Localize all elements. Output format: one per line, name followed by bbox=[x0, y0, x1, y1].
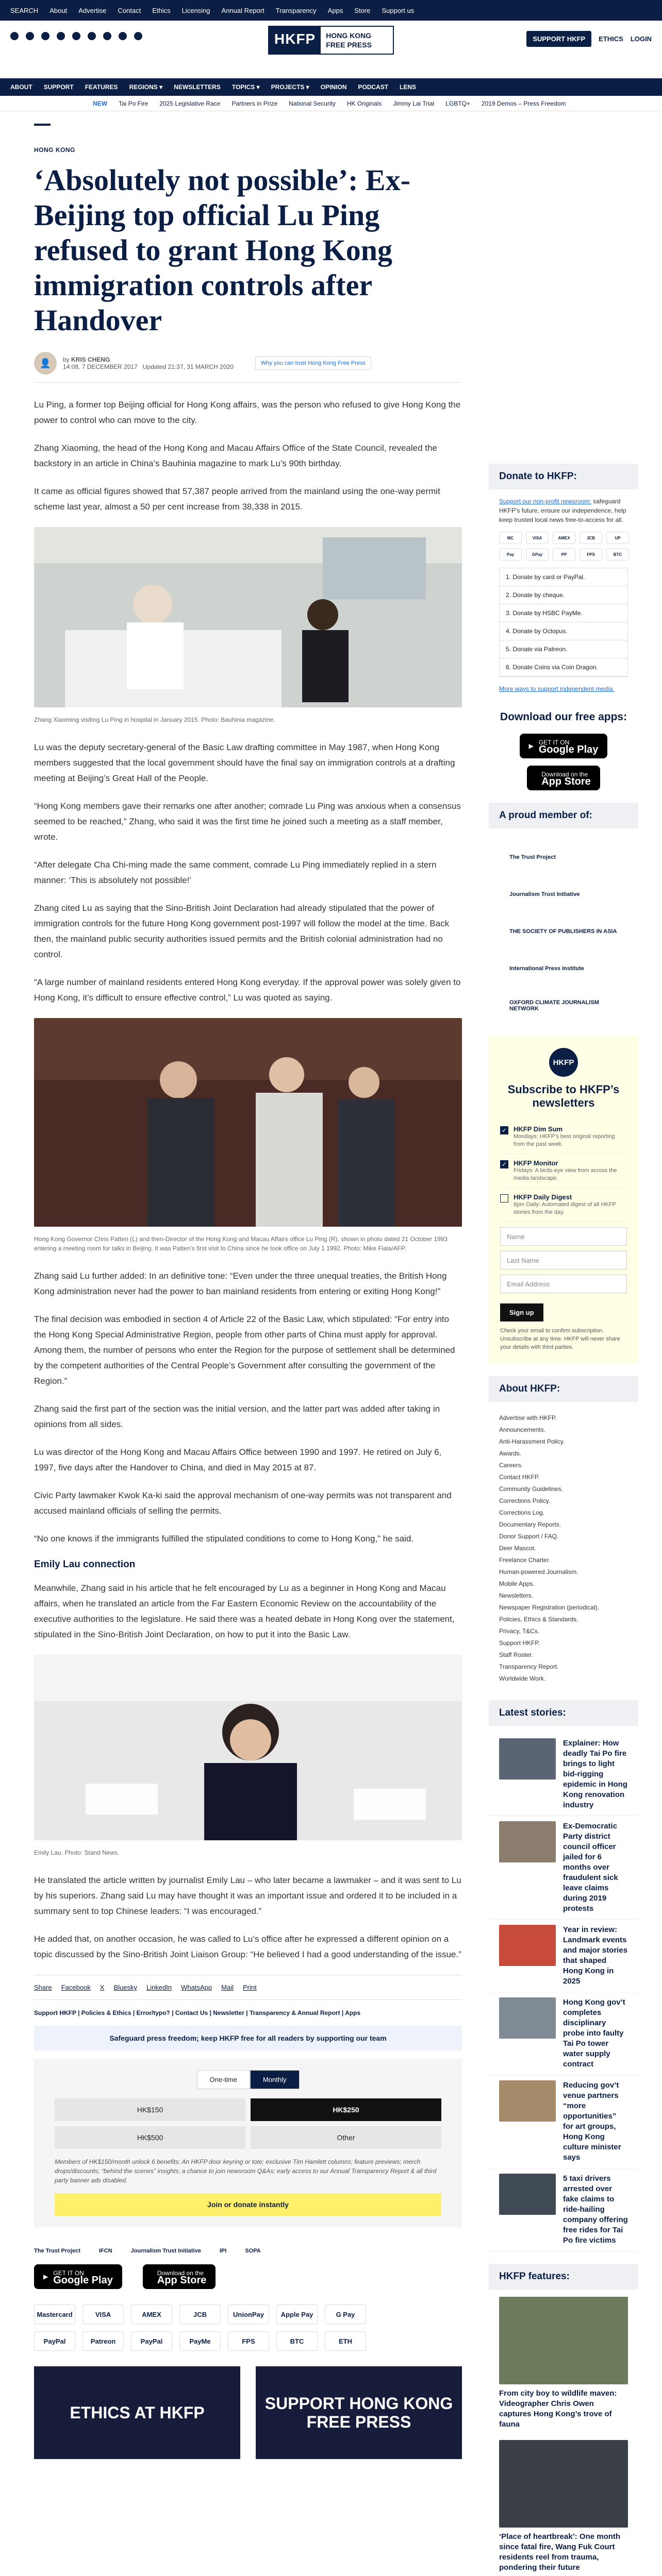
member-logos bbox=[34, 2248, 462, 2254]
pay-icon: MC bbox=[499, 532, 522, 544]
login-link[interactable]: LOGIN bbox=[630, 35, 652, 43]
ipi-logo[interactable]: IPI bbox=[219, 2248, 227, 2254]
pay-icon: FPS bbox=[580, 548, 602, 561]
about-link[interactable]: Contact HKFP. bbox=[499, 1473, 540, 1481]
pay-method[interactable]: Patreon bbox=[82, 2331, 124, 2351]
hospital-photo bbox=[34, 527, 462, 707]
category-kicker[interactable]: HONG KONG bbox=[34, 146, 75, 154]
proud-logo[interactable]: Journalism Trust Initiative bbox=[509, 891, 580, 897]
paragraph: It came as official figures showed that 57,387 people arrived from the mainland using the one-way permit scheme last year, almost a 50 per cent increase from 38,338 in 2015. bbox=[34, 486, 440, 512]
x-icon[interactable] bbox=[10, 32, 19, 40]
about-heading: About HKFP: bbox=[489, 1376, 638, 1402]
pay-method[interactable]: JCB bbox=[179, 2304, 221, 2324]
pay-method[interactable]: Mastercard bbox=[34, 2304, 75, 2324]
about-link[interactable]: Newspaper Registration (periodical). bbox=[499, 1604, 600, 1611]
nav-newsletters[interactable]: NEWSLETTERS bbox=[174, 83, 221, 91]
story-title[interactable]: 5 taxi drivers arrested over fake claims to ride-hailing company offering free rides for Tai Po fire victims bbox=[563, 2174, 628, 2245]
site-logo[interactable] bbox=[268, 26, 394, 55]
checkbox[interactable] bbox=[500, 1194, 508, 1202]
newsletter-option[interactable] bbox=[500, 1154, 627, 1188]
paragraph: The final decision was embodied in section 4 of Article 22 of the Basic Law, which stipulated: “For entry into the Hong Kong Special Administrative Region, people from other parts of China must apply for approval. Among them, the number of persons who enter the Region for the purpose of settlement shall be determined by the competent authorities of the Central People’s Government after consulting the government of the Region.” bbox=[34, 1314, 455, 1386]
pay-icon: BTC bbox=[606, 548, 629, 561]
feature-card[interactable] bbox=[489, 2440, 638, 2576]
about-link[interactable]: Corrections Policy. bbox=[499, 1497, 551, 1504]
feature-card[interactable] bbox=[489, 2297, 638, 2440]
story-title[interactable]: Ex-Democratic Party district council officer jailed for 6 months over fraudulent sick leave claims during 2019 protests bbox=[563, 1822, 618, 1913]
nav-support[interactable]: SUPPORT bbox=[43, 83, 74, 91]
about-link[interactable]: Corrections Log. bbox=[499, 1509, 545, 1516]
instagram-icon[interactable] bbox=[41, 32, 49, 40]
divider bbox=[34, 382, 462, 383]
support-banner[interactable]: SUPPORT HONG KONG FREE PRESS bbox=[256, 2366, 462, 2459]
store-small: Download on the bbox=[157, 2269, 204, 2277]
share-bluesky[interactable]: Bluesky bbox=[113, 1984, 137, 1991]
sub-nav bbox=[0, 96, 662, 111]
donate-heading: Donate to HKFP: bbox=[489, 464, 638, 489]
story-thumb bbox=[499, 1997, 556, 2039]
pay-method[interactable]: Apple Pay bbox=[276, 2304, 318, 2324]
store-big: Google Play bbox=[538, 744, 599, 755]
publish-date: 14:08, 7 DECEMBER 2017 bbox=[63, 363, 138, 370]
facebook-icon[interactable] bbox=[26, 32, 34, 40]
share-facebook[interactable]: Facebook bbox=[61, 1984, 91, 1991]
about-link[interactable]: Staff Roster. bbox=[499, 1651, 533, 1658]
paragraph: Lu was the deputy secretary-general of the Basic Law drafting committee in May 1987, when Hong Kong members suggested that the local government should have the final say on immigration controls at a drafting meeting at Beijing’s Great Hall of the People. bbox=[34, 742, 455, 783]
byline bbox=[34, 350, 462, 376]
subnav-item[interactable]: Jimmy Lai Trial bbox=[393, 99, 435, 107]
figure-hospital bbox=[34, 527, 462, 724]
proud-logos bbox=[489, 836, 638, 1036]
pay-icon: AMEX bbox=[553, 532, 575, 544]
about-link[interactable]: Documentary Reports. bbox=[499, 1521, 561, 1528]
sidebar-store-google bbox=[489, 734, 638, 758]
amount-option[interactable]: Other bbox=[251, 2126, 441, 2149]
section-heading: Emily Lau connection bbox=[34, 1559, 136, 1570]
latest-story[interactable] bbox=[489, 2075, 638, 2168]
paragraph: “Hong Kong members gave their remarks one after another; comrade Lu Ping was anxious when a consensus seemed to be reached,” Zhang, who said it was the first time he joined such a meeting as a staff member, wrote. bbox=[34, 801, 461, 842]
freq-one-time[interactable]: One-time bbox=[197, 2070, 250, 2089]
share-x[interactable]: X bbox=[100, 1984, 105, 1991]
paragraph: Zhang said Lu further added: In an definitive tone: “Even under the three unequal treaties, the British Hong Kong administration never had the power to ban mainland residents from entering or exiting Hong Kong!” bbox=[34, 1271, 447, 1296]
paragraph: Civic Party lawmaker Kwok Ka-ki said the approval mechanism of one-way permits was not transparent and accused mainland officials of selling the permits. bbox=[34, 1490, 452, 1516]
pay-icon: VISA bbox=[526, 532, 549, 544]
pay-icon: JCB bbox=[580, 532, 602, 544]
article-title: ‘Absolutely not possible’: Ex-Beijing top official Lu Ping refused to grant Hong Kong immigration controls after Handover bbox=[34, 163, 410, 337]
trust-project-logo[interactable]: The Trust Project bbox=[34, 2248, 80, 2254]
apps-heading: Download our free apps: bbox=[500, 711, 627, 723]
newsletter-title: HKFP Monitor bbox=[514, 1159, 558, 1167]
photo-caption: Emily Lau. Photo: Stand News. bbox=[34, 1849, 120, 1856]
paragraph: “After delegate Cha Chi-ming made the same comment, comrade Lu Ping immediately replied in a stern manner: ‘This is absolutely not possible!’ bbox=[34, 860, 437, 885]
about-link[interactable]: Worldwide Work. bbox=[499, 1675, 546, 1682]
subnav-item[interactable]: LGBTQ+ bbox=[445, 99, 470, 107]
about-link[interactable]: Support HKFP. bbox=[499, 1639, 540, 1647]
social-icons bbox=[10, 32, 142, 40]
top-link[interactable]: Contact bbox=[118, 6, 141, 14]
top-link[interactable]: About bbox=[49, 6, 68, 14]
top-link[interactable]: Store bbox=[354, 6, 371, 14]
about-link[interactable]: Mobile Apps. bbox=[499, 1580, 535, 1587]
pay-icon: PP bbox=[553, 548, 575, 561]
store-small: GET IT ON bbox=[538, 739, 570, 746]
pay-method[interactable]: G Pay bbox=[325, 2304, 366, 2324]
story-title[interactable]: Reducing gov’t venue partners “more opportunities” for art groups, Hong Kong culture minister says bbox=[563, 2081, 621, 2162]
signup-button[interactable]: Sign up bbox=[500, 1303, 543, 1321]
paragraph: Zhang cited Lu as saying that the Sino-British Joint Declaration had already stipulated that the power of immigration controls for the future Hong Kong government post-1997 will follow the model at the time. Back then, the mainland public security authorities issued permits and the British colonial administration had no control. bbox=[34, 903, 450, 959]
subnav-item[interactable]: 2025 Legislative Race bbox=[159, 99, 221, 107]
top-link[interactable]: Licensing bbox=[181, 6, 210, 14]
paragraph: He translated the article written by journalist Emily Lau – who later became a lawmaker – and it was sent to Lu by his superiors. Zhang said Lu may have thought it was an important issue and ordered it to be included in a summary sent to top Chinese leaders: “I was encouraged.” bbox=[34, 1875, 461, 1916]
amount-option[interactable]: HK$500 bbox=[55, 2126, 245, 2149]
newsletter-desc: 6pm Daily: Automated digest of all HKFP stories from the day. bbox=[514, 1201, 616, 1215]
story-thumb bbox=[499, 2174, 556, 2215]
ifcn-logo[interactable]: IFCN bbox=[98, 2248, 112, 2254]
paragraph: He added that, on another occasion, he was called to Lu’s office after he expressed a different opinion on a topic discussed by the Sino-British Joint Liaison Group: “He believed I had a good understanding of the issue.” bbox=[34, 1934, 461, 1959]
subnav-item[interactable]: Partners in Prize bbox=[231, 99, 278, 107]
logo-text: HONG KONG FREE PRESS bbox=[326, 31, 372, 49]
donate-method[interactable]: 2. Donate by cheque. bbox=[500, 586, 627, 604]
pay-method[interactable]: BTC bbox=[276, 2331, 318, 2351]
search-link[interactable]: SEARCH bbox=[10, 6, 39, 14]
paragraph: “No one knows if the immigrants fulfilled the stipulated conditions to come to Hong Kong,” he said. bbox=[34, 1534, 414, 1544]
newsletter-desc: Mondays: HKFP’s best original reporting from the past week. bbox=[514, 1133, 615, 1147]
donate-text bbox=[489, 497, 638, 524]
donate-method[interactable]: 3. Donate by HSBC PayMe. bbox=[500, 604, 627, 622]
pay-method[interactable]: PayPal bbox=[131, 2331, 172, 2351]
about-link[interactable]: Advertise with HKFP. bbox=[499, 1414, 557, 1421]
app-store-button[interactable] bbox=[143, 2264, 216, 2289]
updated-date: Updated 21:37, 31 MARCH 2020 bbox=[142, 363, 234, 370]
story-thumb bbox=[499, 1738, 556, 1780]
top-bar bbox=[0, 0, 662, 21]
amount-option[interactable]: HK$150 bbox=[55, 2098, 245, 2121]
google-play-icon: ▶ bbox=[43, 2273, 48, 2280]
share-whatsapp[interactable]: WhatsApp bbox=[181, 1984, 212, 1991]
nonprofit-link[interactable]: Support our non-profit newsroom: bbox=[499, 498, 591, 505]
youtube-icon[interactable] bbox=[72, 32, 80, 40]
newsletter-title: HKFP Daily Digest bbox=[514, 1193, 572, 1201]
subnav-item[interactable]: 2019 Demos – Press Freedom bbox=[481, 99, 566, 107]
proud-heading: A proud member of: bbox=[489, 803, 638, 828]
photo-caption: Hong Kong Governor Chris Patten (L) and then-Director of the Hong Kong and Macau Affairs office Lu Ping (R), shown in photo dated 21 October 1993 entering a meeting room for talks in Beijing. It was Patten’s first visit to China since he took office on July 1 1992. Photo: Mike Fiala/AFP. bbox=[34, 1235, 448, 1252]
support-button[interactable]: SUPPORT HKFP bbox=[526, 31, 591, 47]
top-links bbox=[10, 0, 414, 21]
payment-methods bbox=[34, 2304, 462, 2351]
latest-heading: Latest stories: bbox=[489, 1700, 638, 1726]
emily-lau-photo bbox=[34, 1655, 462, 1840]
rss-icon[interactable] bbox=[134, 32, 142, 40]
patten-photo bbox=[34, 1018, 462, 1227]
sidebar-pay-icons bbox=[489, 524, 638, 568]
store-small: Download on the bbox=[541, 771, 588, 778]
pay-method[interactable]: ETH bbox=[325, 2331, 366, 2351]
nav-about[interactable]: ABOUT bbox=[10, 83, 32, 91]
support-promo[interactable]: Safeguard press freedom; keep HKFP free for all readers by supporting our team bbox=[34, 2026, 462, 2050]
sopa-logo[interactable]: SOPA bbox=[245, 2248, 261, 2254]
new-badge: NEW bbox=[93, 99, 107, 107]
author-name[interactable]: KRIS CHENG bbox=[71, 356, 110, 363]
last-name-input[interactable]: Last Name bbox=[500, 1251, 627, 1269]
paragraph: Lu Ping, a former top Beijing official for Hong Kong affairs, was the person who refused to give Hong Kong the power to control who can move to the city. bbox=[34, 400, 461, 425]
nav-lens[interactable]: LENS bbox=[400, 83, 417, 91]
proud-logo[interactable]: THE SOCIETY OF PUBLISHERS IN ASIA bbox=[509, 928, 617, 935]
donate-method[interactable]: 1. Donate by card or PayPal. bbox=[500, 568, 627, 586]
about-link[interactable]: Awards. bbox=[499, 1450, 522, 1457]
newsletter-desc: Fridays: A birds-eye view from across the media landscape. bbox=[514, 1167, 617, 1181]
about-link[interactable]: Deer Mascot. bbox=[499, 1545, 536, 1552]
google-play-button[interactable] bbox=[34, 2264, 122, 2289]
store-buttons bbox=[34, 2264, 462, 2289]
figure-emily-lau bbox=[34, 1655, 462, 1857]
frequency-toggle bbox=[55, 2070, 441, 2089]
newsletter-box bbox=[489, 1036, 638, 1364]
store-big: Google Play bbox=[53, 2275, 113, 2286]
pay-method[interactable]: PayPal bbox=[34, 2331, 75, 2351]
checkbox-checked[interactable]: ✓ bbox=[500, 1160, 508, 1168]
story-thumb bbox=[499, 1925, 556, 1966]
sidebar-store-apple bbox=[489, 766, 638, 790]
kicker-bar bbox=[34, 124, 51, 126]
story-thumb bbox=[499, 2080, 556, 2122]
first-name-input[interactable]: Name bbox=[500, 1227, 627, 1246]
pay-icon: Pay bbox=[499, 548, 522, 561]
amount-options bbox=[55, 2098, 441, 2149]
paragraph: Zhang Xiaoming, the head of the Hong Kong and Macau Affairs Office of the State Council, revealed the backstory in an article in China’s Bauhinia magazine to mark Lu’s 90th birthday. bbox=[34, 443, 437, 468]
store-small: GET IT ON bbox=[53, 2269, 84, 2277]
story-title[interactable]: Hong Kong gov’t completes disciplinary probe into faulty Tai Po tower water supply contract bbox=[563, 1998, 625, 2069]
article-footer-links[interactable]: Support HKFP | Policies & Ethics | Error/typo? | Contact Us | Newsletter | Transparency & Annual Report | Apps bbox=[34, 2009, 361, 2016]
latest-story[interactable] bbox=[489, 1733, 638, 1816]
article bbox=[34, 124, 462, 2459]
nav-topics[interactable]: TOPICS ▾ bbox=[231, 83, 260, 91]
about-link[interactable]: Freelance Charter. bbox=[499, 1556, 551, 1564]
about-link[interactable]: Privacy, T&Cs. bbox=[499, 1628, 540, 1635]
hkfp-badge: HKFP bbox=[549, 1048, 578, 1077]
story-thumb bbox=[499, 1821, 556, 1862]
paragraph: “A large number of mainland residents entered Hong Kong everyday. If the approval power was solely given to Hong Kong, it’s difficult to ensure effective control,” Lu was quoted as saying. bbox=[34, 977, 461, 1003]
story-title[interactable]: Year in review: Landmark events and major stories that shaped Hong Kong in 2025 bbox=[563, 1925, 628, 1986]
pay-method[interactable]: AMEX bbox=[131, 2304, 172, 2324]
telegram-icon[interactable] bbox=[103, 32, 111, 40]
share-print[interactable]: Print bbox=[242, 1984, 257, 1991]
donation-note: Members of HK$150/month unlock 6 benefits: An HKFP door keyring or tote; exclusive Tim Hamlett columns; feature previews; merch drops/discounts; “behind the scenes” insights; a chance to join newsroom Q&As; early access to our Annual Transparency Report & all third party banner ads disabled. bbox=[55, 2158, 437, 2184]
whatsapp-icon[interactable] bbox=[119, 32, 127, 40]
subnav-item[interactable]: Tai Po Fire bbox=[119, 99, 148, 107]
subnav-item[interactable]: National Security bbox=[289, 99, 336, 107]
pay-method[interactable]: FPS bbox=[228, 2331, 269, 2351]
pay-icon: GPay bbox=[526, 548, 549, 561]
donate-method[interactable]: 4. Donate by Octopus. bbox=[500, 622, 627, 640]
pay-method[interactable]: UnionPay bbox=[228, 2304, 269, 2324]
join-button[interactable]: Join or donate instantly bbox=[55, 2193, 441, 2216]
feature-title[interactable]: From city boy to wildlife maven: Videographer Chris Owen captures Hong Kong’s trove of fauna bbox=[499, 2389, 617, 2429]
pay-method[interactable]: VISA bbox=[82, 2304, 124, 2324]
latest-story[interactable] bbox=[489, 1920, 638, 1992]
subnav-item[interactable]: HK Originals bbox=[346, 99, 382, 107]
share-linkedin[interactable]: LinkedIn bbox=[146, 1984, 172, 1991]
more-ways-link[interactable]: More ways to support independent media. bbox=[499, 685, 615, 692]
freq-monthly[interactable]: Monthly bbox=[250, 2070, 300, 2089]
about-link[interactable]: Donor Support / FAQ. bbox=[499, 1533, 559, 1540]
about-link[interactable]: Announcements. bbox=[499, 1426, 546, 1433]
proud-logo[interactable]: OXFORD CLIMATE JOURNALISM NETWORK bbox=[509, 999, 599, 1012]
paragraph: Zhang said the first part of the section was the initial version, and the latter part was added after taking in opinions from all sides. bbox=[34, 1404, 440, 1429]
figure-patten bbox=[34, 1018, 462, 1253]
feature-image bbox=[499, 2297, 628, 2384]
email-input[interactable]: Email Address bbox=[500, 1275, 627, 1293]
threads-icon[interactable] bbox=[57, 32, 65, 40]
nav-podcast[interactable]: PODCAST bbox=[358, 83, 389, 91]
newsletter-heading: Subscribe to HKFP’s newsletters bbox=[507, 1083, 620, 1109]
author-avatar: 👤 bbox=[34, 352, 57, 375]
paragraph: Meanwhile, Zhang said in his article that he felt encouraged by Lu as a beginner in Hong Kong and Macau affairs, when he translated an article from the Far Eastern Economic Review on the accountability of the executive authorities to the legislature. He said there was a heated debate in Hong Kong over the statement, stipulated in the Sino-British Joint Declaration, on how to put it into the Basic Law. bbox=[34, 1583, 455, 1639]
latest-story[interactable] bbox=[489, 1992, 638, 2075]
main-nav bbox=[0, 78, 662, 96]
linkedin-icon[interactable] bbox=[88, 32, 96, 40]
logo-mark: HKFP bbox=[269, 27, 321, 54]
promo-banners bbox=[34, 2366, 462, 2459]
amount-option-selected[interactable]: HK$250 bbox=[251, 2098, 441, 2121]
feature-image bbox=[499, 2440, 628, 2528]
about-list bbox=[489, 1409, 638, 1688]
app-store-button[interactable] bbox=[527, 766, 600, 790]
photo-caption: Zhang Xiaoming visiting Lu Ping in hospital in January 2015. Photo: Bauhinia magazine. bbox=[34, 716, 275, 723]
top-link[interactable]: Advertise bbox=[78, 6, 107, 14]
feature-title[interactable]: ‘Place of heartbreak’: One month since fatal fire, Wang Fuk Court residents reel from trauma, pondering their future bbox=[499, 2532, 621, 2572]
paragraph: Lu was director of the Hong Kong and Macau Affairs Office between 1990 and 1997. He retired on July 6, 1997, five days after the Handover to China, and died in May 2015 at 87. bbox=[34, 1447, 442, 1472]
latest-story[interactable] bbox=[489, 2168, 638, 2251]
donate-desc: safeguard HKFP’s future, ensure our independence, help keep trusted local news free-to-access for all. bbox=[499, 498, 626, 523]
nav-projects[interactable]: PROJECTS ▾ bbox=[271, 83, 309, 91]
byline-text: by KRIS CHENG 14:08, 7 DECEMBER 2017 Updated 21:37, 31 MARCH 2020 bbox=[63, 356, 234, 370]
top-link[interactable]: Apps bbox=[327, 6, 343, 14]
top-link[interactable]: Ethics bbox=[152, 6, 171, 14]
google-play-button[interactable] bbox=[520, 734, 608, 758]
pay-method[interactable]: PayMe bbox=[179, 2331, 221, 2351]
about-link[interactable]: Newsletters. bbox=[499, 1592, 534, 1599]
ethics-banner[interactable]: ETHICS AT HKFP bbox=[34, 2366, 240, 2459]
checkbox-checked[interactable]: ✓ bbox=[500, 1126, 508, 1134]
about-link[interactable]: Human-powered Journalism. bbox=[499, 1568, 578, 1575]
store-big: App Store bbox=[541, 776, 591, 787]
about-link[interactable]: Policies, Ethics & Standards. bbox=[499, 1616, 578, 1623]
about-link[interactable]: Transparency Report. bbox=[499, 1663, 559, 1670]
google-play-icon: ▶ bbox=[528, 742, 534, 750]
top-link[interactable]: Transparency bbox=[275, 6, 317, 14]
share-label: Share bbox=[34, 1984, 52, 1991]
store-big: App Store bbox=[157, 2275, 207, 2286]
more-ways bbox=[489, 684, 638, 693]
sidebar bbox=[489, 464, 638, 2576]
jti-logo[interactable]: Journalism Trust Initiative bbox=[130, 2248, 201, 2254]
nav-opinion[interactable]: OPINION bbox=[320, 83, 347, 91]
pay-icon: UP bbox=[606, 532, 629, 544]
trust-link[interactable]: Why you can trust Hong Kong Free Press bbox=[255, 357, 371, 370]
nav-features[interactable]: FEATURES bbox=[85, 83, 118, 91]
newsletter-option[interactable] bbox=[500, 1120, 627, 1154]
story-title[interactable]: Explainer: How deadly Tai Po fire brings to light bid-rigging epidemic in Hong Kong renovation industry bbox=[563, 1739, 628, 1809]
ethics-link[interactable]: ETHICS bbox=[599, 35, 623, 43]
nav-regions[interactable]: REGIONS ▾ bbox=[129, 83, 163, 91]
donate-methods bbox=[499, 568, 628, 677]
header-links bbox=[526, 31, 652, 47]
top-link[interactable]: Annual Report bbox=[221, 6, 264, 14]
signup-fine-print: Check your email to confirm subscription. Unsubscribe at any time. HKFP will never share your details with third parties. bbox=[500, 1328, 620, 1350]
proud-logo[interactable]: The Trust Project bbox=[509, 854, 556, 860]
latest-story[interactable] bbox=[489, 1816, 638, 1920]
proud-logo[interactable]: International Press Institute bbox=[509, 965, 584, 972]
about-link[interactable]: Careers. bbox=[499, 1462, 523, 1469]
donate-method[interactable]: 6. Donate Coins via Coin Dragon. bbox=[500, 658, 627, 676]
donate-method[interactable]: 5. Donate via Patreon. bbox=[500, 640, 627, 658]
about-link[interactable]: Anti-Harassment Policy. bbox=[499, 1438, 565, 1445]
about-link[interactable]: Community Guidelines. bbox=[499, 1485, 564, 1493]
features-heading: HKFP features: bbox=[489, 2264, 638, 2290]
newsletter-title: HKFP Dim Sum bbox=[514, 1125, 563, 1133]
donation-box bbox=[34, 2059, 462, 2227]
share-bar bbox=[34, 1975, 462, 2000]
newsletter-option[interactable] bbox=[500, 1188, 627, 1222]
top-link[interactable]: Support us bbox=[382, 6, 415, 14]
share-mail[interactable]: Mail bbox=[221, 1984, 234, 1991]
